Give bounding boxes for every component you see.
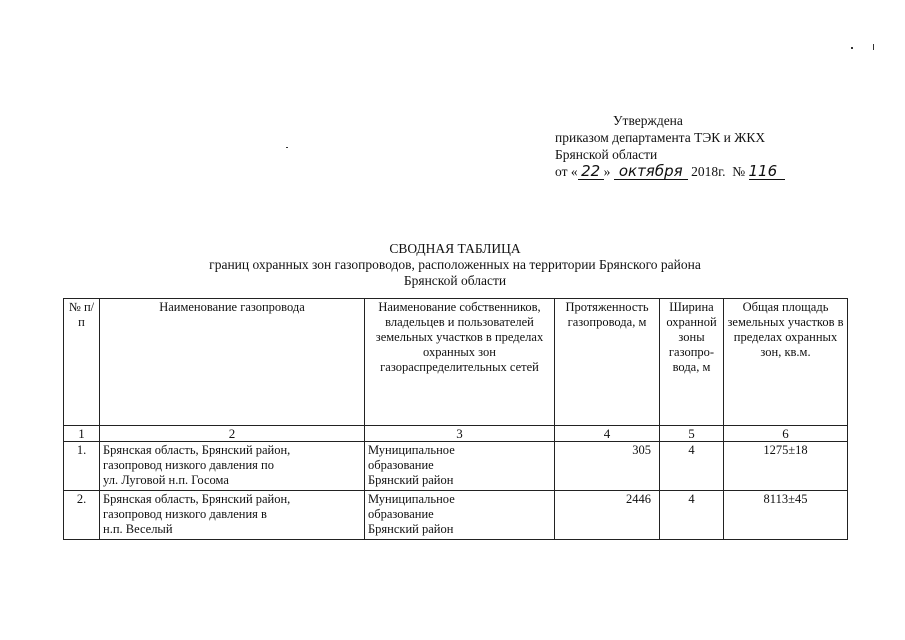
pipeline-name-line: газопровод низкого давления в: [103, 507, 267, 521]
date-prefix: от «: [555, 164, 578, 179]
owner-name-line: образование: [368, 458, 434, 472]
document-heading: [120, 241, 790, 289]
owner-name: [365, 442, 555, 491]
handwritten-number: 116: [749, 164, 785, 180]
pipeline-name-line: н.п. Веселый: [103, 522, 173, 536]
scan-speck: [873, 44, 874, 50]
document-subtitle-line2: Брянской области: [403, 273, 507, 288]
header-cell-owner: Наименование собственников, владельцев и пользователей земельных участков в пределах охранных зон газораспределительных сетей: [365, 299, 555, 426]
header-cell-length: Протяженность газопровода, м: [555, 299, 660, 426]
pipeline-name: [100, 442, 365, 491]
document-title: СВОДНАЯ ТАБЛИЦА: [389, 241, 521, 256]
pipeline-name-line: газопровод низкого давления по: [103, 458, 274, 472]
handwritten-day: 22: [578, 164, 604, 180]
date-mid: »: [603, 164, 611, 179]
table-row: [64, 491, 848, 540]
row-number: 2.: [64, 491, 100, 540]
zone-area: 8113±45: [724, 491, 848, 540]
summary-table: [63, 298, 848, 540]
owner-name-line: образование: [368, 507, 434, 521]
column-number: 5: [660, 426, 724, 442]
header-cell-pipeline: Наименование газопровода: [100, 299, 365, 426]
handwritten-month: октября: [614, 164, 688, 180]
column-number: 1: [64, 426, 100, 442]
header-cell-num: № п/п: [64, 299, 100, 426]
column-number: 6: [724, 426, 848, 442]
zone-width: 4: [660, 491, 724, 540]
pipeline-name-line: ул. Луговой н.п. Госома: [103, 473, 229, 487]
column-number: 2: [100, 426, 365, 442]
row-number: 1.: [64, 442, 100, 491]
approval-title: Утверждена: [613, 113, 683, 128]
pipeline-name-line: Брянская область, Брянский район,: [103, 443, 291, 457]
zone-width: 4: [660, 442, 724, 491]
scan-speck: [851, 47, 853, 49]
zone-area: 1275±18: [724, 442, 848, 491]
table-header-row: [64, 299, 848, 426]
document-subtitle-line1: границ охранных зон газопроводов, расположенных на территории Брянского района: [209, 257, 701, 272]
header-cell-width: Ширина охранной зоны газопро-вода, м: [660, 299, 724, 426]
column-number: 3: [365, 426, 555, 442]
date-year: 2018г.: [691, 164, 726, 179]
header-cell-area: Общая площадь земельных участков в пределах охранных зон, кв.м.: [724, 299, 848, 426]
owner-name-line: Муниципальное: [368, 443, 455, 457]
column-number-row: [64, 426, 848, 442]
approval-date-line: [555, 163, 785, 180]
owner-name-line: Брянский район: [368, 522, 454, 536]
table-row: [64, 442, 848, 491]
number-label: №: [732, 164, 746, 179]
pipeline-name-line: Брянская область, Брянский район,: [103, 492, 291, 506]
approval-block: [555, 112, 785, 180]
scan-speck: [286, 147, 288, 148]
approval-region-line: Брянской области: [555, 147, 658, 162]
pipeline-length: 2446: [555, 491, 660, 540]
owner-name: [365, 491, 555, 540]
column-number: 4: [555, 426, 660, 442]
owner-name-line: Брянский район: [368, 473, 454, 487]
owner-name-line: Муниципальное: [368, 492, 455, 506]
pipeline-name: [100, 491, 365, 540]
approval-order-line: приказом департамента ТЭК и ЖКХ: [555, 130, 766, 145]
pipeline-length: 305: [555, 442, 660, 491]
